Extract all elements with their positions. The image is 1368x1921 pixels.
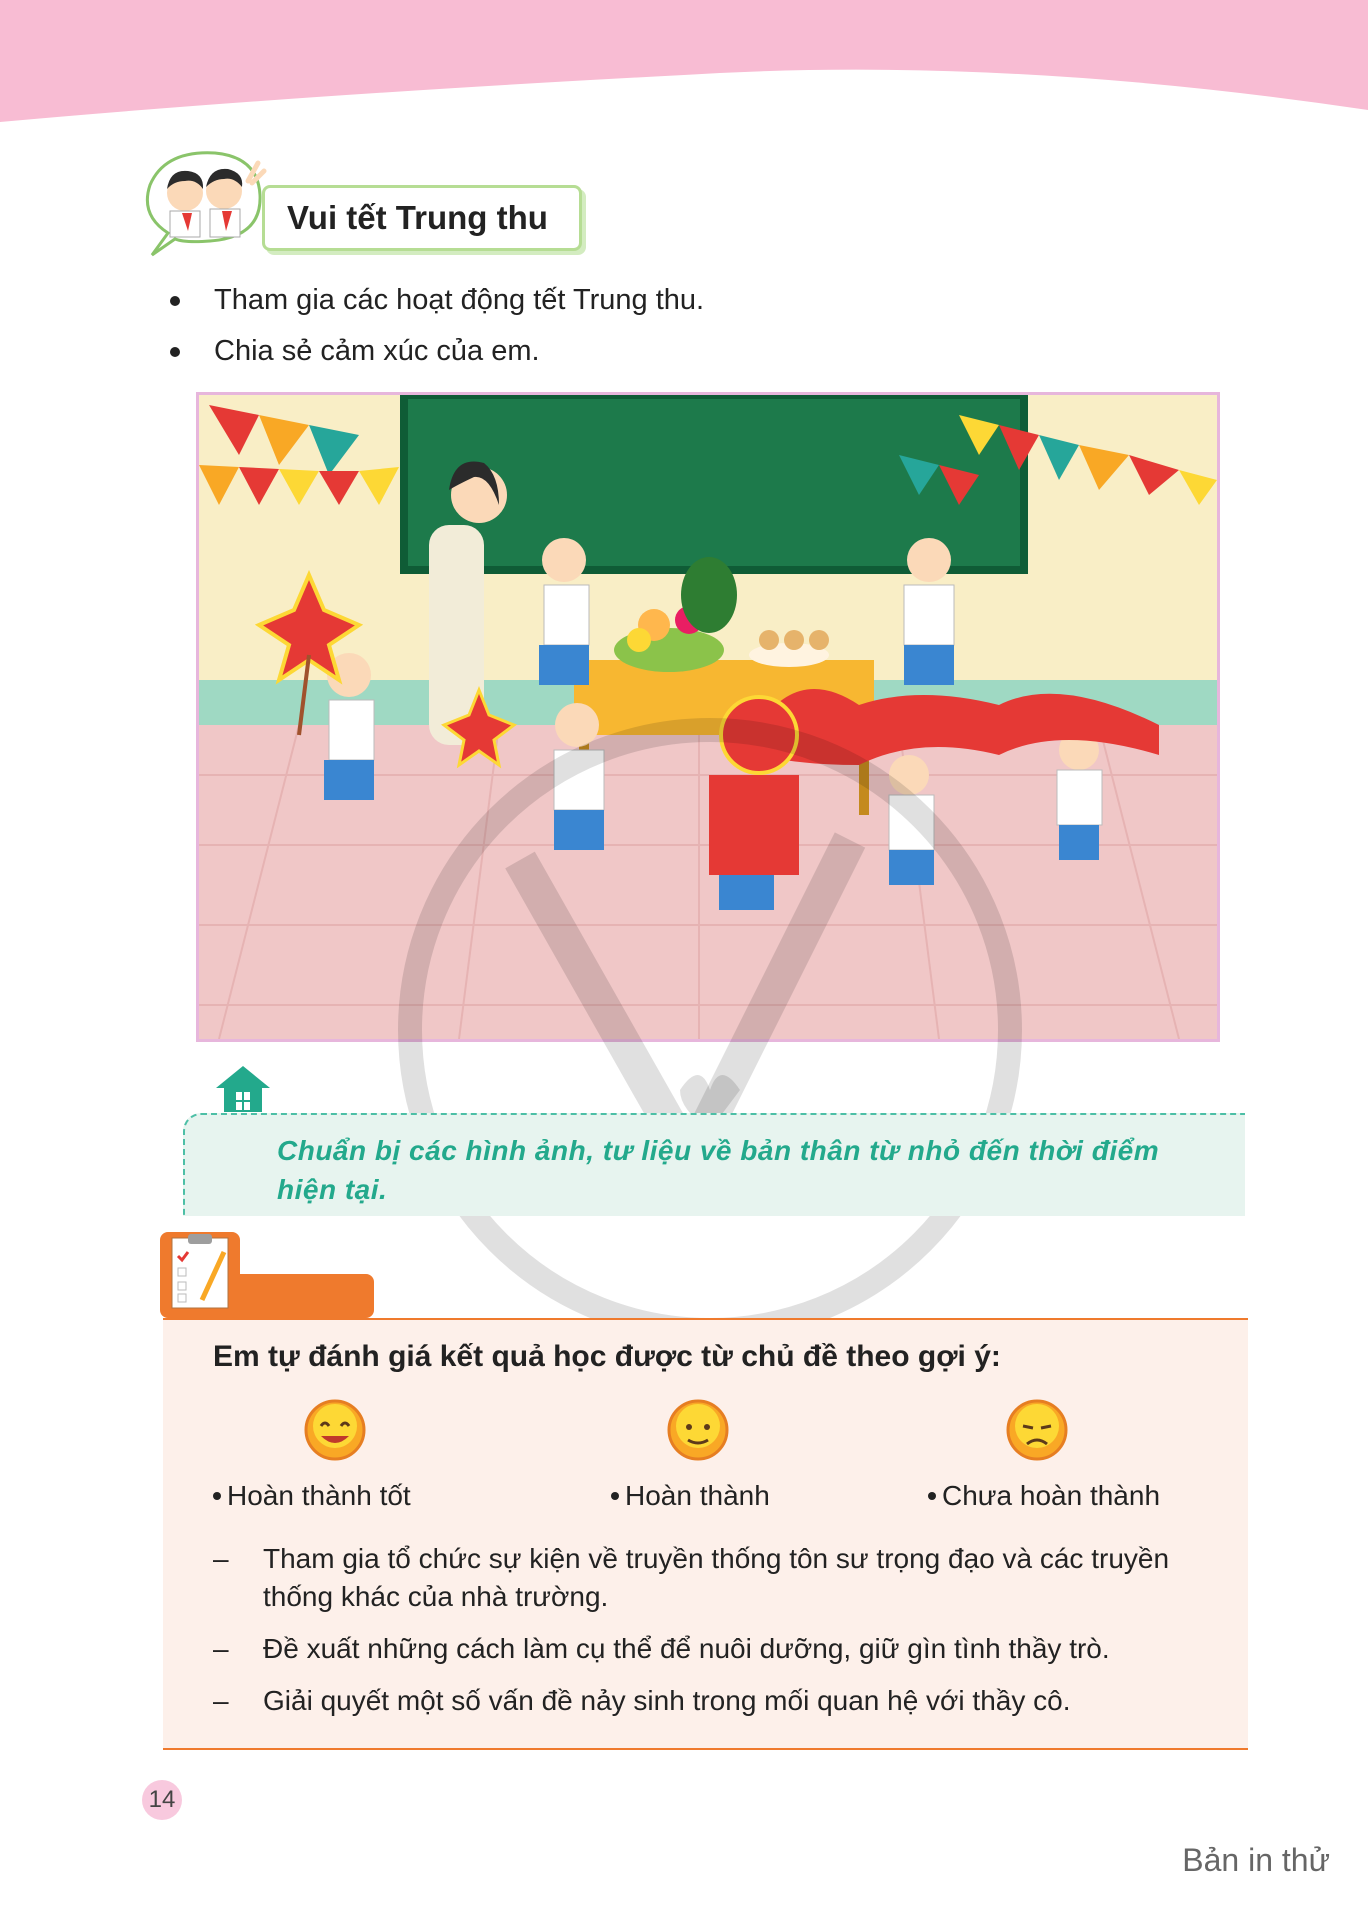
bullet-icon [611, 1492, 619, 1500]
classroom-scene-image [199, 395, 1217, 1039]
neutral-face-icon [666, 1398, 730, 1462]
level-label-not-done: Chưa hoàn thành [928, 1480, 1160, 1512]
preparation-box [183, 1113, 1245, 1216]
list-item: – Đề xuất những cách làm cụ thể để nuôi dưỡng, giữ gìn tình thầy trò. [213, 1633, 1110, 1664]
bullet-icon [213, 1492, 221, 1500]
evaluation-heading: Em tự đánh giá kết quả học được từ chủ đề theo gợi ý: [213, 1340, 1001, 1373]
list-item: Tham gia các hoạt động tết Trung thu. [165, 275, 704, 326]
top-banner [0, 0, 1368, 130]
section-header [140, 145, 600, 265]
bullet-icon [170, 296, 180, 306]
draft-label: Bản in thử [1182, 1842, 1330, 1878]
self-evaluation-box [163, 1318, 1248, 1750]
page-number: 14 [142, 1780, 182, 1820]
list-item: – Tham gia tổ chức sự kiện về truyền thống tôn sư trọng đạo và các truyền thống khác của nhà trường. [213, 1543, 1170, 1612]
level-label-done: Hoàn thành [611, 1480, 770, 1512]
list-item: Chia sẻ cảm xúc của em. [165, 326, 704, 377]
evaluation-criteria-list [213, 1540, 1213, 1734]
bullet-icon [928, 1492, 936, 1500]
activity-list [165, 275, 704, 377]
students-icon [140, 145, 270, 265]
home-icon [210, 1062, 276, 1114]
bullet-icon [170, 347, 180, 357]
list-item: – Giải quyết một số vấn đề nảy sinh trong mối quan hệ với thầy cô. [213, 1685, 1071, 1716]
happy-face-icon [303, 1398, 367, 1462]
sad-face-icon [1005, 1398, 1069, 1462]
mid-autumn-illustration [196, 392, 1220, 1042]
title-box [262, 185, 582, 251]
page-title: Vui tết Trung thu [287, 199, 548, 236]
level-label-good: Hoàn thành tốt [213, 1480, 411, 1512]
preparation-text: Chuẩn bị các hình ảnh, tư liệu về bản thân từ nhỏ đến thời điểm hiện tại. [277, 1135, 1160, 1205]
checklist-icon [158, 1230, 374, 1320]
